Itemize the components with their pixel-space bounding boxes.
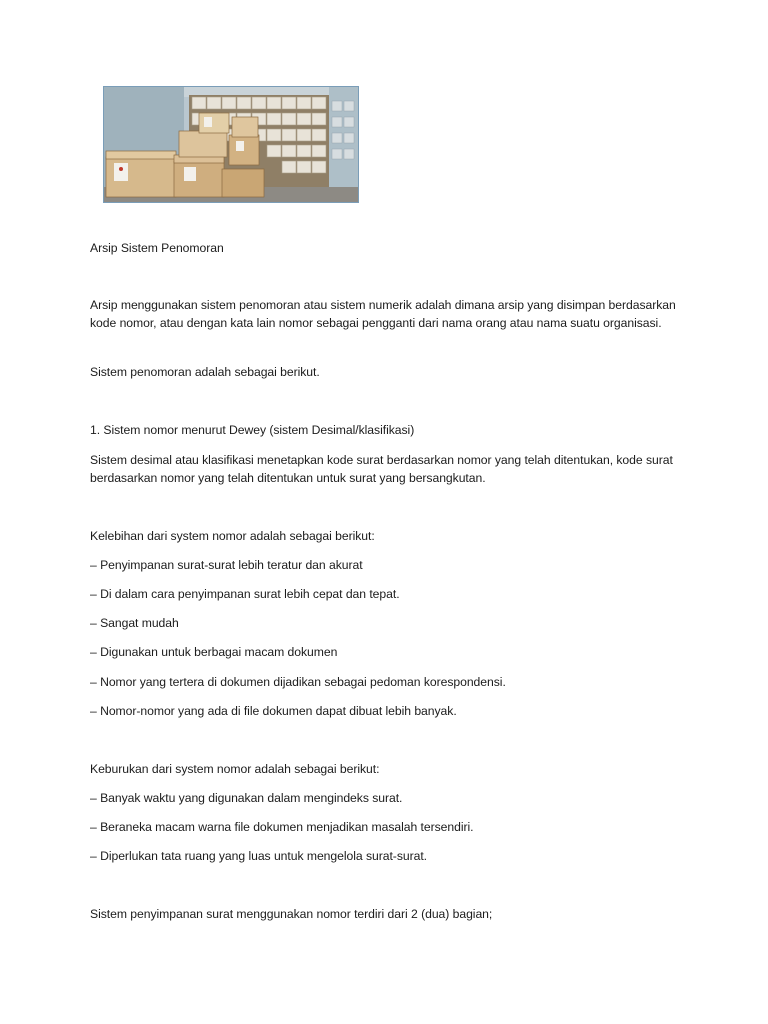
archive-boxes-photo [103,86,359,203]
advantage-item: – Sangat mudah [90,616,179,630]
advantage-item: – Nomor yang tertera di dokumen dijadikan sebagai pedoman korespondensi. [90,675,506,689]
intro-paragraph: Arsip menggunakan sistem penomoran atau sistem numerik adalah dimana arsip yang disimpan berdasarkan kode nomor, atau dengan kata lain nomor sebagai pengganti dari nama orang atau nama suatu organisasi. [90,298,676,330]
disadvantage-item: – Diperlukan tata ruang yang luas untuk mengelola surat-surat. [90,849,427,863]
disadvantage-item: – Banyak waktu yang digunakan dalam mengindeks surat. [90,791,403,805]
advantage-item: – Penyimpanan surat-surat lebih teratur dan akurat [90,558,363,572]
advantage-item: – Nomor-nomor yang ada di file dokumen dapat dibuat lebih banyak. [90,704,457,718]
disadvantages-title: Keburukan dari system nomor adalah sebagai berikut: [90,762,380,776]
advantage-item: – Di dalam cara penyimpanan surat lebih cepat dan tepat. [90,587,400,601]
dewey-description: Sistem desimal atau klasifikasi menetapkan kode surat berdasarkan nomor yang telah ditentukan, kode surat berdasarkan nomor yang telah ditentukan untuk surat yang bersangkutan. [90,453,673,485]
disadvantage-item: – Beraneka macam warna file dokumen menjadikan masalah tersendiri. [90,820,474,834]
advantages-title: Kelebihan dari system nomor adalah sebagai berikut: [90,529,375,543]
dewey-title: 1. Sistem nomor menurut Dewey (sistem Desimal/klasifikasi) [90,423,415,437]
system-intro-paragraph: Sistem penomoran adalah sebagai berikut. [90,365,320,379]
document-heading: Arsip Sistem Penomoran [90,241,224,255]
advantage-item: – Digunakan untuk berbagai macam dokumen [90,645,338,659]
closing-paragraph: Sistem penyimpanan surat menggunakan nomor terdiri dari 2 (dua) bagian; [90,907,493,921]
